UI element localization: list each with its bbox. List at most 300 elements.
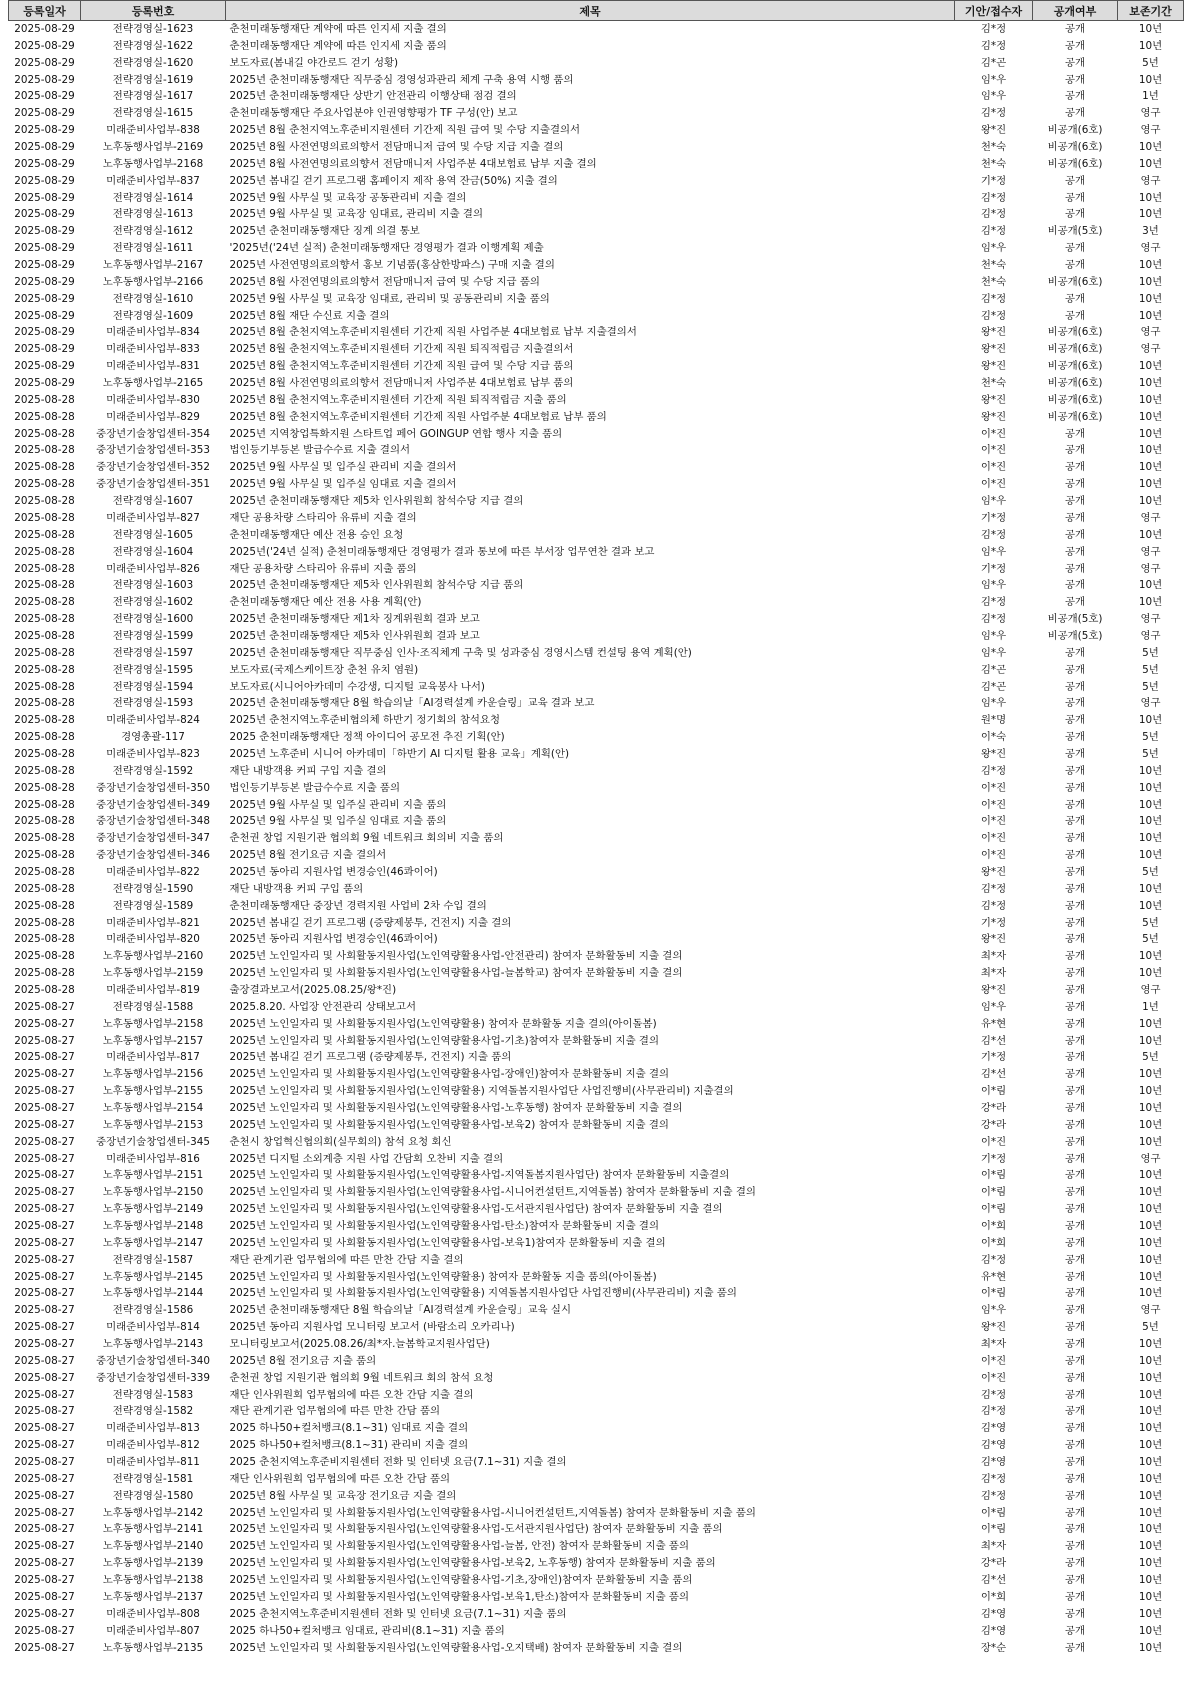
table-row[interactable] xyxy=(9,1066,1184,1083)
row-disclosure: 공개 xyxy=(1064,1523,1086,1536)
row-retention: 10년 xyxy=(1138,1456,1163,1469)
row-disclosure: 공개 xyxy=(1064,933,1086,946)
row-title: 2025년 8월 춘천지역노후준비지원센터 기간제 직원 급여 및 수당 지급 품의 xyxy=(229,360,574,373)
row-date: 2025-08-29 xyxy=(14,141,75,154)
row-title: 2025년 춘천지역노후준비협의체 하반기 정기회의 참석요청 xyxy=(229,714,501,727)
table-row[interactable] xyxy=(9,88,1184,105)
row-drafter: 임*우 xyxy=(980,1304,1007,1317)
row-disclosure: 공개 xyxy=(1064,1456,1086,1469)
table-row[interactable] xyxy=(9,341,1184,358)
table-row[interactable] xyxy=(9,257,1184,274)
row-drafter: 임*우 xyxy=(980,1000,1007,1013)
row-date: 2025-08-29 xyxy=(14,259,75,272)
row-drafter: 이*진 xyxy=(980,798,1007,811)
row-date: 2025-08-28 xyxy=(14,444,75,457)
row-number: 미래준비사업부-811 xyxy=(106,1456,200,1469)
row-number: 미래준비사업부-816 xyxy=(106,1152,200,1165)
table-row[interactable] xyxy=(9,476,1184,493)
row-number: 노후동행사업부-2151 xyxy=(102,1169,204,1182)
table-row[interactable] xyxy=(9,1302,1184,1319)
table-row[interactable] xyxy=(9,1370,1184,1387)
row-disclosure: 공개 xyxy=(1064,56,1086,69)
row-date: 2025-08-27 xyxy=(14,1203,75,1216)
row-date: 2025-08-27 xyxy=(14,1085,75,1098)
row-retention: 영구 xyxy=(1140,326,1161,339)
table-row[interactable] xyxy=(9,291,1184,308)
row-date: 2025-08-28 xyxy=(14,899,75,912)
row-number: 노후동행사업부-2149 xyxy=(102,1203,204,1216)
table-row[interactable] xyxy=(9,1167,1184,1184)
row-drafter: 김*정 xyxy=(980,23,1007,35)
table-row[interactable] xyxy=(9,392,1184,409)
row-number: 미래준비사업부-826 xyxy=(106,562,200,575)
row-retention: 10년 xyxy=(1138,1186,1163,1199)
row-title: 재단 공용차량 스타리아 유류비 지출 결의 xyxy=(229,511,417,524)
row-disclosure: 공개 xyxy=(1064,545,1086,558)
row-drafter: 이*희 xyxy=(980,1590,1007,1603)
row-retention: 10년 xyxy=(1138,1557,1163,1570)
table-row[interactable] xyxy=(9,1117,1184,1134)
row-drafter: 이*림 xyxy=(980,1186,1007,1199)
row-title: 2025년 춘천미래동행재단 징계 의결 통보 xyxy=(229,225,420,238)
table-row[interactable] xyxy=(9,1572,1184,1589)
table-row[interactable] xyxy=(9,1623,1184,1640)
row-disclosure: 공개 xyxy=(1064,731,1086,744)
table-row[interactable] xyxy=(9,1437,1184,1454)
row-title: 2025년 8월 사전연명의료의향서 전담매니저 급여 및 수당 지급 품의 xyxy=(229,275,540,288)
row-retention: 5년 xyxy=(1142,747,1159,760)
row-number: 전략경영실-1582 xyxy=(112,1405,194,1418)
table-row[interactable] xyxy=(9,274,1184,291)
row-disclosure: 공개 xyxy=(1064,1135,1086,1148)
row-title: 2025년 동아리 지원사업 변경승인(46콰이어) xyxy=(229,933,438,946)
row-number: 전략경영실-1610 xyxy=(112,292,194,305)
table-row[interactable] xyxy=(9,695,1184,712)
table-row[interactable] xyxy=(9,1505,1184,1522)
row-disclosure: 공개 xyxy=(1064,73,1086,86)
table-row[interactable] xyxy=(9,982,1184,999)
row-disclosure: 공개 xyxy=(1064,747,1086,760)
row-drafter: 천*숙 xyxy=(980,141,1007,154)
table-row[interactable] xyxy=(9,324,1184,341)
table-row[interactable] xyxy=(9,173,1184,190)
row-title: 2025년 노인일자리 및 사회활동지원사업(노인역량활용사업-시니어컨설턴트,지역돌봄) 참여자 문화활동비 지출 결의 xyxy=(229,1186,756,1199)
table-row[interactable] xyxy=(9,813,1184,830)
table-row[interactable] xyxy=(9,628,1184,645)
row-retention: 10년 xyxy=(1138,1220,1163,1233)
table-row[interactable] xyxy=(9,139,1184,156)
row-drafter: 김*영 xyxy=(980,1456,1007,1469)
table-row[interactable] xyxy=(9,527,1184,544)
row-number: 미래준비사업부-814 xyxy=(106,1321,200,1334)
table-row[interactable] xyxy=(9,999,1184,1016)
row-drafter: 왕*진 xyxy=(980,343,1007,356)
table-row[interactable] xyxy=(9,915,1184,932)
row-number: 노후동행사업부-2137 xyxy=(102,1590,204,1603)
row-title: 2025년 노인일자리 및 사회활동지원사업(노인역량활용사업-지역돌봄지원사업단) 참여자 문화활동비 지출결의 xyxy=(229,1169,730,1182)
table-row[interactable] xyxy=(9,105,1184,122)
row-date: 2025-08-27 xyxy=(14,1371,75,1384)
row-retention: 10년 xyxy=(1138,1641,1163,1654)
table-row[interactable] xyxy=(9,561,1184,578)
row-title: 보도자료(시니어아카데미 수강생, 디지털 교육봉사 나서) xyxy=(229,680,485,693)
row-disclosure: 공개 xyxy=(1064,916,1086,929)
row-retention: 10년 xyxy=(1138,579,1163,592)
table-row[interactable] xyxy=(9,1555,1184,1572)
row-disclosure: 공개 xyxy=(1064,1371,1086,1384)
table-row[interactable] xyxy=(9,1471,1184,1488)
row-title: 춘천미래동행재단 중장년 경력지원 사업비 2차 수입 결의 xyxy=(229,899,487,912)
table-row[interactable] xyxy=(9,72,1184,89)
row-retention: 10년 xyxy=(1138,427,1163,440)
row-date: 2025-08-28 xyxy=(14,983,75,996)
table-row[interactable] xyxy=(9,156,1184,173)
row-drafter: 김*정 xyxy=(980,528,1007,541)
table-row[interactable] xyxy=(9,122,1184,139)
row-title: 2025년 9월 사무실 및 입주실 관리비 지출 품의 xyxy=(229,798,447,811)
table-row[interactable] xyxy=(9,1201,1184,1218)
table-row[interactable] xyxy=(9,847,1184,864)
table-row[interactable] xyxy=(9,1269,1184,1286)
row-disclosure: 공개 xyxy=(1064,259,1086,272)
row-drafter: 이*림 xyxy=(980,1203,1007,1216)
row-retention: 영구 xyxy=(1140,629,1161,642)
row-date: 2025-08-27 xyxy=(14,1641,75,1654)
row-title: 2025 하나50+컬처뱅크 임대료, 관리비(8.1~31) 지출 품의 xyxy=(229,1624,505,1637)
row-number: 경영총괄-117 xyxy=(121,731,185,744)
row-drafter: 임*우 xyxy=(980,73,1007,86)
row-disclosure: 공개 xyxy=(1064,23,1086,35)
table-row[interactable] xyxy=(9,1454,1184,1471)
table-row[interactable] xyxy=(9,1403,1184,1420)
table-row[interactable] xyxy=(9,409,1184,426)
table-header-row xyxy=(9,1,1184,21)
row-disclosure: 공개 xyxy=(1064,1169,1086,1182)
row-date: 2025-08-28 xyxy=(14,764,75,777)
table-row[interactable] xyxy=(9,1319,1184,1336)
table-row[interactable] xyxy=(9,662,1184,679)
row-disclosure: 공개 xyxy=(1064,1304,1086,1317)
table-row[interactable] xyxy=(9,1033,1184,1050)
row-disclosure: 공개 xyxy=(1064,798,1086,811)
row-retention: 10년 xyxy=(1138,815,1163,828)
table-row[interactable] xyxy=(9,830,1184,847)
row-retention: 영구 xyxy=(1140,511,1161,524)
row-drafter: 임*우 xyxy=(980,90,1007,103)
table-row[interactable] xyxy=(9,190,1184,207)
row-date: 2025-08-27 xyxy=(14,1236,75,1249)
row-date: 2025-08-27 xyxy=(14,1557,75,1570)
table-row[interactable] xyxy=(9,1488,1184,1505)
table-row[interactable] xyxy=(9,948,1184,965)
row-date: 2025-08-27 xyxy=(14,1624,75,1637)
row-title: 2025년 노인일자리 및 사회활동지원사업(노인역량활용) 지역돌봄지원사업단 사업진행비(사무관리비) 지출결의 xyxy=(229,1085,734,1098)
row-date: 2025-08-28 xyxy=(14,798,75,811)
table-row[interactable] xyxy=(9,1589,1184,1606)
row-disclosure: 공개 xyxy=(1064,1472,1086,1485)
row-number: 전략경영실-1623 xyxy=(112,23,194,35)
row-drafter: 김*정 xyxy=(980,208,1007,221)
table-row[interactable] xyxy=(9,1353,1184,1370)
table-row[interactable] xyxy=(9,426,1184,443)
table-row[interactable] xyxy=(9,611,1184,628)
table-row[interactable] xyxy=(9,712,1184,729)
row-retention: 5년 xyxy=(1142,1321,1159,1334)
row-retention: 10년 xyxy=(1138,23,1163,35)
row-title: 2025년 노인일자리 및 사회활동지원사업(노인역량활용) 참여자 문화활동 지출 결의(아이돌봄) xyxy=(229,1017,657,1030)
row-disclosure: 공개 xyxy=(1064,1034,1086,1047)
row-date: 2025-08-28 xyxy=(14,680,75,693)
row-date: 2025-08-28 xyxy=(14,511,75,524)
row-drafter: 이*희 xyxy=(980,1220,1007,1233)
row-number: 중장년기술창업센터-354 xyxy=(96,427,210,440)
row-disclosure: 공개 xyxy=(1064,1068,1086,1081)
row-title: 2025년 사전연명의료의향서 홍보 기념품(홍삼한방파스) 구매 지출 결의 xyxy=(229,259,555,272)
row-disclosure: 공개 xyxy=(1064,1203,1086,1216)
table-row[interactable] xyxy=(9,1640,1184,1657)
row-drafter: 천*숙 xyxy=(980,377,1007,390)
row-title: 모니터링보고서(2025.08.26/최*자.늘봄학교지원사업단) xyxy=(229,1338,490,1351)
table-row[interactable] xyxy=(9,1387,1184,1404)
row-disclosure: 공개 xyxy=(1064,1102,1086,1114)
row-date: 2025-08-27 xyxy=(14,1472,75,1485)
table-row[interactable] xyxy=(9,375,1184,392)
table-row[interactable] xyxy=(9,679,1184,696)
row-drafter: 김*곤 xyxy=(980,680,1007,693)
table-row[interactable] xyxy=(9,931,1184,948)
row-disclosure: 공개 xyxy=(1064,764,1086,777)
row-disclosure: 공개 xyxy=(1064,528,1086,541)
row-retention: 5년 xyxy=(1142,916,1159,929)
row-number: 노후동행사업부-2160 xyxy=(102,950,204,963)
row-disclosure: 공개 xyxy=(1064,1574,1086,1587)
table-row[interactable] xyxy=(9,493,1184,510)
row-disclosure: 공개 xyxy=(1064,1557,1086,1570)
row-title: 2025년 춘천미래동행재단 제5차 인사위원회 참석수당 지급 품의 xyxy=(229,579,524,592)
row-number: 노후동행사업부-2159 xyxy=(102,967,204,980)
row-drafter: 왕*진 xyxy=(980,1321,1007,1334)
row-date: 2025-08-28 xyxy=(14,596,75,609)
table-row[interactable] xyxy=(9,544,1184,561)
table-row[interactable] xyxy=(9,763,1184,780)
row-number: 미래준비사업부-838 xyxy=(106,124,200,137)
header-retention-period: 보존기간 xyxy=(1118,1,1184,21)
row-retention: 10년 xyxy=(1138,1203,1163,1216)
row-title: 2025 하나50+컬처뱅크(8.1~31) 임대료 지출 결의 xyxy=(229,1422,469,1435)
row-title: 춘천권 창업 지원기관 협의회 9월 네트워크 회의비 지출 품의 xyxy=(229,832,504,845)
row-date: 2025-08-27 xyxy=(14,1068,75,1081)
row-retention: 10년 xyxy=(1138,141,1163,154)
row-drafter: 이*숙 xyxy=(980,731,1007,744)
table-row[interactable] xyxy=(9,577,1184,594)
table-row[interactable] xyxy=(9,240,1184,257)
row-disclosure: 공개 xyxy=(1064,208,1086,221)
table-row[interactable] xyxy=(9,1521,1184,1538)
table-row[interactable] xyxy=(9,746,1184,763)
row-retention: 10년 xyxy=(1138,1523,1163,1536)
row-date: 2025-08-28 xyxy=(14,815,75,828)
table-row[interactable] xyxy=(9,881,1184,898)
row-drafter: 천*숙 xyxy=(980,157,1007,170)
table-row[interactable] xyxy=(9,223,1184,240)
table-row[interactable] xyxy=(9,780,1184,797)
row-number: 미래준비사업부-808 xyxy=(106,1607,200,1620)
row-title: 2025년 노인일자리 및 사회활동지원사업(노인역량활용사업-보육2, 노후동행) 참여자 문화활동비 지출 품의 xyxy=(229,1557,716,1570)
table-row[interactable] xyxy=(9,797,1184,814)
table-row[interactable] xyxy=(9,729,1184,746)
row-title: 재단 인사위원회 업무협의에 따른 오찬 간담 품의 xyxy=(229,1472,451,1485)
row-title: 2025년 8월 사전연명의료의향서 전담매니저 사업주분 4대보험료 납부 품의 xyxy=(229,377,574,390)
table-row[interactable] xyxy=(9,38,1184,55)
table-row[interactable] xyxy=(9,510,1184,527)
row-drafter: 기*정 xyxy=(980,1152,1007,1165)
row-retention: 10년 xyxy=(1138,1068,1163,1081)
row-disclosure: 비공개(6호) xyxy=(1047,275,1103,288)
table-row[interactable] xyxy=(9,898,1184,915)
table-row[interactable] xyxy=(9,459,1184,476)
row-drafter: 김*곤 xyxy=(980,56,1007,69)
table-row[interactable] xyxy=(9,21,1184,38)
table-row[interactable] xyxy=(9,55,1184,72)
header-title: 제목 xyxy=(226,1,955,21)
table-row[interactable] xyxy=(9,308,1184,325)
row-title: 춘천미래동행재단 주요사업분야 인권영향평가 TF 구성(안) 보고 xyxy=(229,107,518,120)
row-number: 노후동행사업부-2155 xyxy=(102,1085,204,1098)
row-number: 전략경영실-1589 xyxy=(112,899,194,912)
table-row[interactable] xyxy=(9,1100,1184,1117)
row-disclosure: 공개 xyxy=(1064,1405,1086,1418)
header-disclosure: 공개여부 xyxy=(1033,1,1118,21)
table-row[interactable] xyxy=(9,1538,1184,1555)
row-drafter: 원*명 xyxy=(980,714,1007,727)
row-disclosure: 비공개(5호) xyxy=(1047,225,1103,238)
row-title: 2025년 노인일자리 및 사회활동지원사업(노인역량활용사업-장애인)참여자 문화활동비 지출 결의 xyxy=(229,1068,670,1081)
row-retention: 10년 xyxy=(1138,1624,1163,1637)
row-drafter: 김*정 xyxy=(980,191,1007,204)
row-number: 전략경영실-1617 xyxy=(112,90,194,103)
row-number: 중장년기술창업센터-345 xyxy=(96,1135,210,1148)
row-date: 2025-08-27 xyxy=(14,1186,75,1199)
row-title: 2025년 춘천미래동행재단 상반기 안전관리 이행상태 점검 결의 xyxy=(229,90,517,103)
row-drafter: 김*정 xyxy=(980,882,1007,895)
row-date: 2025-08-29 xyxy=(14,377,75,390)
table-row[interactable] xyxy=(9,594,1184,611)
row-disclosure: 비공개(6호) xyxy=(1047,343,1103,356)
table-row[interactable] xyxy=(9,1016,1184,1033)
row-date: 2025-08-27 xyxy=(14,1270,75,1283)
row-number: 전략경영실-1597 xyxy=(112,646,194,659)
table-row[interactable] xyxy=(9,358,1184,375)
row-date: 2025-08-28 xyxy=(14,747,75,760)
table-row[interactable] xyxy=(9,1184,1184,1201)
row-date: 2025-08-28 xyxy=(14,545,75,558)
row-drafter: 최*자 xyxy=(980,1338,1007,1351)
row-number: 미래준비사업부-823 xyxy=(106,747,200,760)
row-drafter: 왕*진 xyxy=(980,983,1007,996)
row-retention: 5년 xyxy=(1142,56,1159,69)
row-title: 보도자료(국제스케이트장 춘천 유치 염원) xyxy=(229,663,419,676)
table-row[interactable] xyxy=(9,206,1184,223)
table-row[interactable] xyxy=(9,1218,1184,1235)
row-number: 노후동행사업부-2154 xyxy=(102,1102,204,1114)
row-disclosure: 공개 xyxy=(1064,39,1086,52)
row-number: 전략경영실-1595 xyxy=(112,663,194,676)
row-number: 전략경영실-1609 xyxy=(112,309,194,322)
table-row[interactable] xyxy=(9,1083,1184,1100)
row-disclosure: 공개 xyxy=(1064,1152,1086,1165)
row-drafter: 김*정 xyxy=(980,899,1007,912)
table-row[interactable] xyxy=(9,645,1184,662)
row-date: 2025-08-27 xyxy=(14,1102,75,1114)
table-row[interactable] xyxy=(9,1049,1184,1066)
row-disclosure: 공개 xyxy=(1064,1422,1086,1435)
row-retention: 10년 xyxy=(1138,1590,1163,1603)
row-drafter: 이*진 xyxy=(980,1354,1007,1367)
row-number: 미래준비사업부-819 xyxy=(106,983,200,996)
table-row[interactable] xyxy=(9,1252,1184,1269)
row-date: 2025-08-27 xyxy=(14,1574,75,1587)
row-number: 전략경영실-1604 xyxy=(112,545,194,558)
table-row[interactable] xyxy=(9,965,1184,982)
row-title: 2025년 9월 사무실 및 교육장 임대료, 관리비 지출 결의 xyxy=(229,208,483,221)
table-row[interactable] xyxy=(9,1606,1184,1623)
row-retention: 영구 xyxy=(1140,562,1161,575)
row-title: 2025년 9월 사무실 및 입주실 임대료 지출 품의 xyxy=(229,815,447,828)
row-title: 춘천미래동행재단 예산 전용 승인 요청 xyxy=(229,528,404,541)
row-number: 노후동행사업부-2144 xyxy=(102,1287,204,1300)
row-drafter: 강*라 xyxy=(980,1102,1007,1114)
row-number: 미래준비사업부-821 xyxy=(106,916,200,929)
row-date: 2025-08-28 xyxy=(14,410,75,423)
table-row[interactable] xyxy=(9,1151,1184,1168)
row-drafter: 왕*진 xyxy=(980,360,1007,373)
row-number: 전략경영실-1607 xyxy=(112,495,194,508)
row-number: 노후동행사업부-2150 xyxy=(102,1186,204,1199)
row-date: 2025-08-29 xyxy=(14,242,75,255)
row-retention: 10년 xyxy=(1138,849,1163,862)
row-number: 노후동행사업부-2165 xyxy=(102,377,204,390)
table-row[interactable] xyxy=(9,1420,1184,1437)
row-number: 노후동행사업부-2135 xyxy=(102,1641,204,1654)
table-row[interactable] xyxy=(9,442,1184,459)
table-row[interactable] xyxy=(9,1134,1184,1151)
row-disclosure: 비공개(6호) xyxy=(1047,393,1103,406)
row-title: 2025년 노인일자리 및 사회활동지원사업(노인역량활용사업-안전관리) 참여자 문화활동비 지출 결의 xyxy=(229,950,683,963)
row-drafter: 이*림 xyxy=(980,1506,1007,1519)
row-date: 2025-08-27 xyxy=(14,1338,75,1351)
row-drafter: 이*진 xyxy=(980,478,1007,491)
row-date: 2025-08-27 xyxy=(14,1051,75,1064)
document-list-sheet xyxy=(8,0,1183,1656)
row-retention: 10년 xyxy=(1138,377,1163,390)
row-retention: 10년 xyxy=(1138,1135,1163,1148)
table-row[interactable] xyxy=(9,864,1184,881)
row-disclosure: 공개 xyxy=(1064,1051,1086,1064)
row-title: 2025년 9월 사무실 및 교육장 임대료, 관리비 및 공동관리비 지출 품의 xyxy=(229,292,550,305)
table-row[interactable] xyxy=(9,1336,1184,1353)
row-retention: 10년 xyxy=(1138,1422,1163,1435)
row-disclosure: 공개 xyxy=(1064,1388,1086,1401)
row-date: 2025-08-28 xyxy=(14,781,75,794)
row-disclosure: 공개 xyxy=(1064,596,1086,609)
row-retention: 5년 xyxy=(1142,731,1159,744)
row-title: 2025년('24년 실적) 춘천미래동행재단 경영평가 결과 통보에 따른 부서장 업무연찬 결과 보고 xyxy=(229,545,655,558)
row-drafter: 강*라 xyxy=(980,1118,1007,1131)
row-drafter: 이*진 xyxy=(980,832,1007,845)
row-title: 재단 관계기관 업무협의에 따른 만찬 간담 품의 xyxy=(229,1405,441,1418)
table-row[interactable] xyxy=(9,1285,1184,1302)
table-row[interactable] xyxy=(9,1235,1184,1252)
